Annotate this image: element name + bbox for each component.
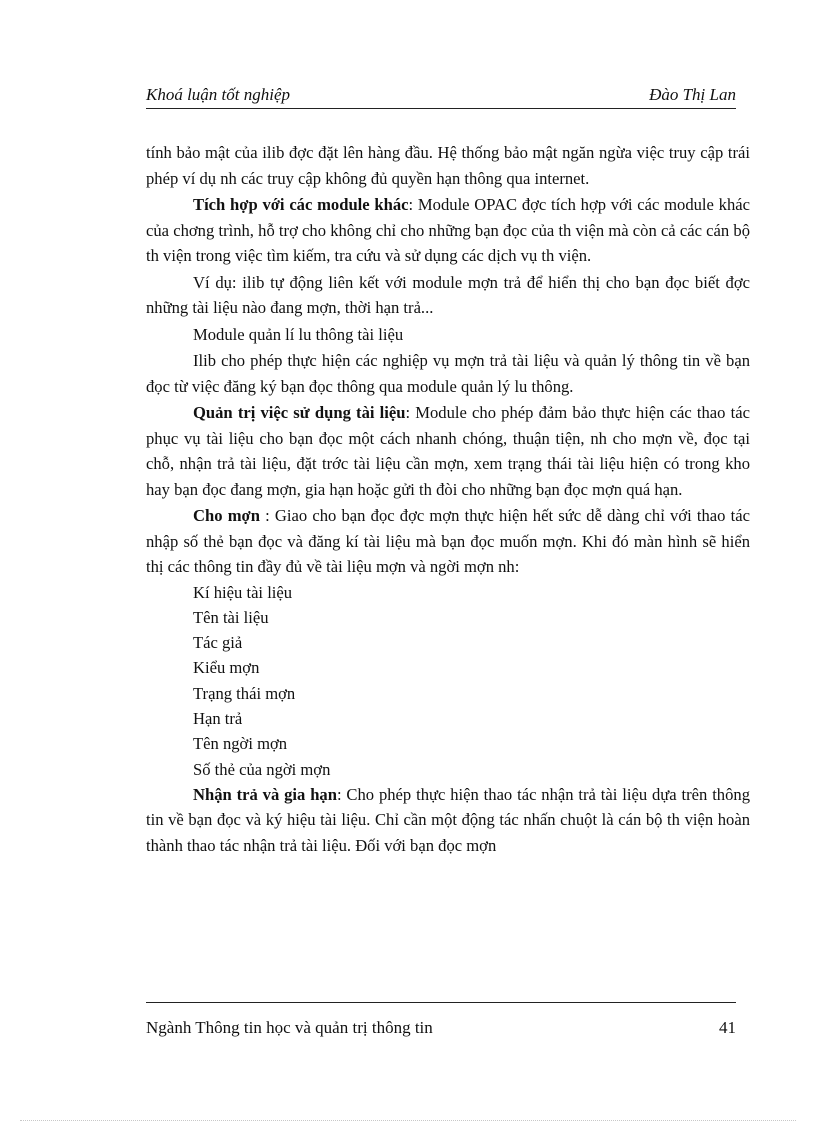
term-lending: Cho mợn [193, 506, 260, 525]
term-module-integration: Tích hợp với các module khác [193, 195, 409, 214]
header-author-name: Đào Thị Lan [649, 85, 736, 104]
paragraph-return-renewal-text: : Cho phép thực hiện thao tác nhận trả tài liệu dựa trên thông tin về bạn đọc và ký hiệu tài liệu. Chỉ cần một động tác nhấn chuột là cán bộ th viện hoàn thành thao tác nhận trả tài liệu. Đối với bạn đọc mợn [146, 784, 750, 855]
footer-divider [146, 1002, 736, 1003]
header-thesis-label: Khoá luận tốt nghiệp [146, 85, 291, 104]
list-item: Kí hiệu tài liệu [193, 582, 293, 602]
list-item: Số thẻ của ngời mợn [193, 759, 331, 779]
paragraph-circulation-module: Module quản lí lu thông tài liệu [193, 324, 404, 344]
paragraph-example: Ví dụ: ilib tự động liên kết với module mợn trả để hiển thị cho bạn đọc biết đợc những tài liệu nào đang mợn, thời hạn trả... [146, 272, 750, 317]
list-item: Kiểu mợn [193, 658, 260, 678]
footer-department: Ngành Thông tin học và quản trị thông tin [146, 1018, 433, 1037]
list-item: Trạng thái mợn [193, 683, 296, 703]
paragraph-usage-management-text: : Module cho phép đảm bảo thực hiện các thao tác phục vụ tài liệu cho bạn đọc một cách nhanh chóng, thuận tiện, nh cho mợn về, đọc tại chỗ, nhận trả tài liệu, đặt trớc tài liệu cần mợn, xem trạng thái tài liệu hiện có trong kho hay bạn đọc đang mợn, gia hạn hoặc gửi th đòi cho những bạn đọc mợn quá hạn. [146, 403, 750, 499]
paragraph-return-renewal [146, 782, 750, 859]
list-item: Tên tài liệu [193, 607, 269, 627]
paragraph-module-integration [146, 192, 750, 269]
page-number: 41 [719, 1018, 736, 1037]
paragraph-usage-management [146, 400, 750, 502]
page-bottom-edge [20, 1120, 796, 1121]
page-footer [146, 1018, 736, 1042]
borrow-info-list [146, 580, 750, 782]
list-item: Tác giả [193, 633, 243, 653]
paragraph-lending [146, 503, 750, 580]
term-return-renewal: Nhận trả và gia hạn [193, 784, 337, 804]
list-item: Hạn trả [193, 708, 243, 728]
list-item: Tên ngời mợn [193, 734, 288, 754]
page-header [146, 84, 736, 109]
term-usage-management: Quản trị việc sử dụng tài liệu [193, 403, 406, 422]
paragraph-lending-text: : Giao cho bạn đọc đợc mợn thực hiện hết sức dễ dàng chỉ với thao tác nhập số thẻ bạn đọc và đăng kí tài liệu mà bạn đọc muốn mợn. Khi đó màn hình sẽ hiển thị các thông tin đầy đủ về tài liệu mợn và ngời mợn nh: [146, 506, 750, 576]
paragraph-ilib-circulation: Ilib cho phép thực hiện các nghiệp vụ mợn trả tài liệu và quản lý thông tin về bạn đọc từ việc đăng ký bạn đọc thông qua module quản lý lu thông. [146, 351, 750, 396]
paragraph-security: tính bảo mật của ilib đợc đặt lên hàng đầu. Hệ thống bảo mật ngăn ngừa việc truy cập trái phép ví dụ nh các truy cập không đủ quyền hạn thông qua internet. [146, 143, 750, 188]
body-text [146, 140, 750, 858]
paragraph-module-integration-text: : Module OPAC đợc tích hợp với các module khác của chơng trình, hỗ trợ cho không chỉ cho những bạn đọc của th viện mà còn cả các cán bộ th viện trong việc tìm kiếm, tra cứu và sử dụng các dịch vụ th viện. [146, 195, 750, 265]
